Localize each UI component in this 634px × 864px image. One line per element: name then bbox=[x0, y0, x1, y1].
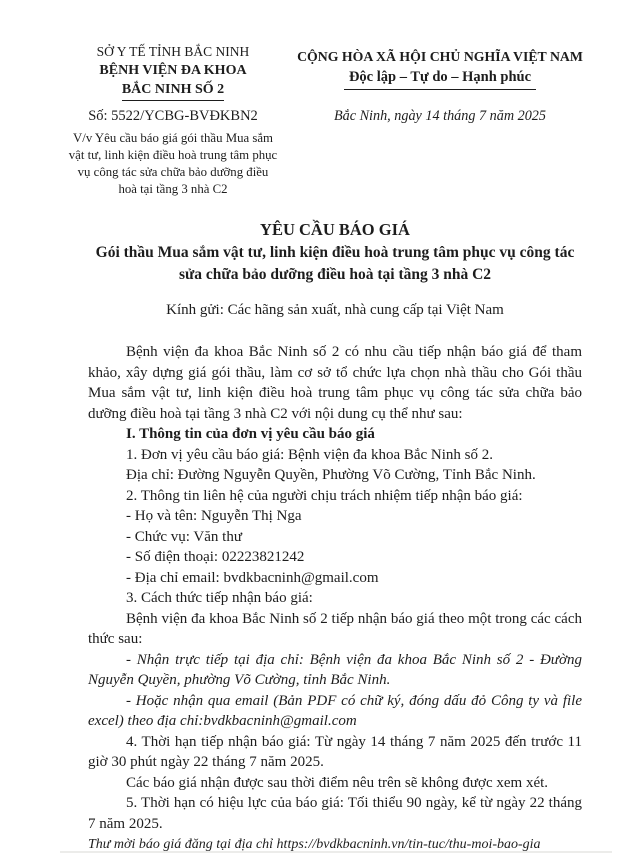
issuer-org-line2: BẮC NINH SỐ 2 bbox=[122, 80, 224, 101]
paragraph-method-intro: Bệnh viện đa khoa Bắc Ninh số 2 tiếp nhận báo giá theo một trong các cách thức sau: bbox=[88, 610, 582, 647]
national-motto: Độc lập – Tự do – Hạnh phúc bbox=[344, 67, 536, 90]
line-method-email: - Hoặc nhận qua email (Bản PDF có chữ ký, đóng dấu đỏ Công ty và file excel) theo địa chỉ:bvdkbacninh@gmail.com bbox=[88, 692, 582, 729]
national-header-block bbox=[288, 42, 592, 126]
document-number: Số: 5522/YCBG-BVĐKBN2 bbox=[88, 108, 258, 124]
line-method-direct: - Nhận trực tiếp tại địa chỉ: Bệnh viện đa khoa Bắc Ninh số 2 - Đường Nguyễn Quyền, phường Võ Cường, tỉnh Bắc Ninh. bbox=[88, 651, 582, 688]
national-motto-wrap bbox=[288, 67, 592, 90]
document-subject: V/v Yêu cầu báo giá gói thầu Mua sắm vật tư, linh kiện điều hoà trung tâm phục vụ công tác sửa chữa bảo dưỡng điều hoà tại tầng 3 nhà C2 bbox=[68, 131, 278, 196]
issuer-block bbox=[66, 42, 280, 198]
line-contact-email: - Địa chỉ email: bvdkbacninh@gmail.com bbox=[126, 569, 379, 586]
line-contact-phone: - Số điện thoại: 02223821242 bbox=[126, 549, 305, 565]
issuer-org-line1: BỆNH VIỆN ĐA KHOA bbox=[99, 63, 247, 78]
page-bottom-divider bbox=[60, 851, 612, 853]
line-method-heading: 3. Cách thức tiếp nhận báo giá: bbox=[126, 590, 313, 606]
footer-note: Thư mời báo giá đăng tại địa chỉ https://bvdkbacninh.vn/tin-tuc/thu-moi-bao-gia bbox=[88, 837, 541, 852]
document-subtitle: Gói thầu Mua sắm vật tư, linh kiện điều hoà trung tâm phục vụ công tác sửa chữa bảo dưỡng điều hoà tại tầng 3 nhà C2 bbox=[95, 244, 575, 283]
salutation: Kính gửi: Các hãng sản xuất, nhà cung cấp tại Việt Nam bbox=[166, 302, 504, 318]
document-body-column bbox=[88, 219, 582, 855]
paragraph-intro: Bệnh viện đa khoa Bắc Ninh số 2 có nhu cầu tiếp nhận báo giá để tham khảo, xây dựng giá gói thầu, làm cơ sở tổ chức lựa chọn nhà thầu cho Gói thầu Mua sắm vật tư, linh kiện điều hoà trung tâm phục vụ công tác sửa chữa bảo dưỡng điều hoà tại tầng 3 nhà C2 với nội dung cụ thể như sau: bbox=[88, 344, 582, 422]
document-header bbox=[0, 42, 634, 198]
line-contact-name: - Họ và tên: Nguyễn Thị Nga bbox=[126, 508, 302, 524]
line-address: Địa chỉ: Đường Nguyễn Quyền, Phường Võ Cường, Tỉnh Bắc Ninh. bbox=[126, 467, 536, 483]
line-late-note: Các báo giá nhận được sau thời điểm nêu trên sẽ không được xem xét. bbox=[126, 774, 549, 791]
national-title: CỘNG HÒA XÃ HỘI CHỦ NGHĨA VIỆT NAM bbox=[297, 49, 583, 64]
paragraph-deadline: 4. Thời hạn tiếp nhận báo giá: Từ ngày 14 tháng 7 năm 2025 đến trước 11 giờ 30 phút ngày 22 tháng 7 năm 2025. bbox=[88, 733, 582, 770]
line-requesting-unit: 1. Đơn vị yêu cầu báo giá: Bệnh viện đa khoa Bắc Ninh số 2. bbox=[126, 446, 494, 463]
line-contact-heading: 2. Thông tin liên hệ của người chịu trách nhiệm tiếp nhận báo giá: bbox=[126, 487, 523, 504]
paragraph-validity: 5. Thời hạn có hiệu lực của báo giá: Tối thiểu 90 ngày, kể từ ngày 22 tháng 7 năm 2025. bbox=[88, 795, 582, 832]
issuer-department: SỞ Y TẾ TỈNH BẮC NINH bbox=[96, 44, 250, 59]
line-contact-position: - Chức vụ: Văn thư bbox=[126, 528, 242, 545]
section-heading-info: I. Thông tin của đơn vị yêu cầu báo giá bbox=[126, 426, 375, 442]
document-content bbox=[88, 342, 582, 834]
issuer-org-line2-wrap bbox=[66, 80, 280, 101]
document-title: YÊU CẦU BÁO GIÁ bbox=[260, 220, 410, 239]
place-date: Bắc Ninh, ngày 14 tháng 7 năm 2025 bbox=[333, 108, 546, 124]
